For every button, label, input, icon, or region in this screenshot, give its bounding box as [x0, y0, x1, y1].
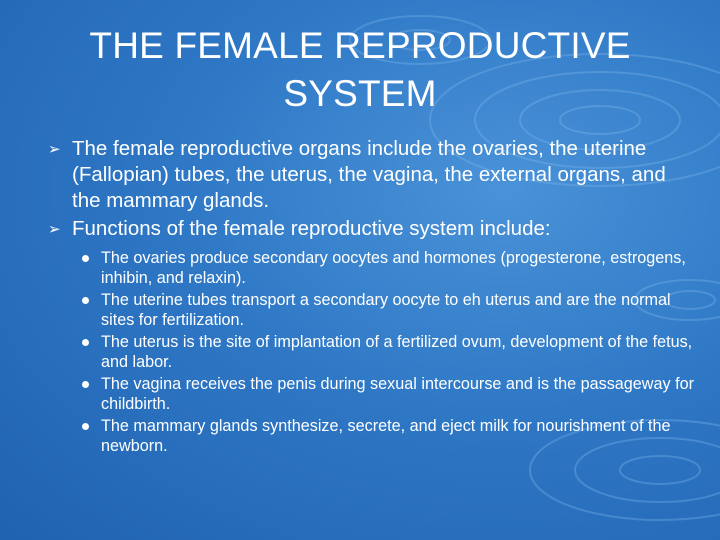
sub-bullet-list	[48, 248, 698, 456]
bullet-text: The female reproductive organs include the ovaries, the uterine (Fallopian) tubes, the uterus, the vagina, the external organs, and the mammary glands.	[72, 137, 666, 212]
bullet-list	[48, 136, 698, 458]
slide-title	[40, 22, 680, 118]
bullet-item	[48, 216, 698, 242]
sub-bullet-item	[48, 290, 698, 330]
dot-bullet-icon	[82, 423, 89, 430]
dot-bullet-icon	[82, 381, 89, 388]
sub-bullet-item	[48, 332, 698, 372]
sub-bullet-item	[48, 416, 698, 456]
dot-bullet-icon	[82, 339, 89, 346]
arrow-bullet-icon: ➢	[48, 221, 61, 238]
dot-bullet-icon	[82, 297, 89, 304]
title-line-1: THE FEMALE REPRODUCTIVE	[89, 25, 631, 66]
sub-bullet-text: The mammary glands synthesize, secrete, and eject milk for nourishment of the newborn.	[101, 417, 671, 455]
sub-bullet-item	[48, 374, 698, 414]
dot-bullet-icon	[82, 255, 89, 262]
sub-bullet-text: The uterine tubes transport a secondary oocyte to eh uterus and are the normal sites for fertilization.	[101, 291, 671, 329]
bullet-item	[48, 136, 698, 214]
sub-bullet-text: The uterus is the site of implantation of a fertilized ovum, development of the fetus, and labor.	[101, 333, 693, 371]
sub-bullet-text: The vagina receives the penis during sexual intercourse and is the passageway for childbirth.	[101, 375, 694, 413]
bullet-text: Functions of the female reproductive system include:	[72, 217, 551, 240]
sub-bullet-item	[48, 248, 698, 288]
title-line-2: SYSTEM	[283, 73, 437, 114]
arrow-bullet-icon: ➢	[48, 141, 61, 158]
sub-bullet-text: The ovaries produce secondary oocytes and hormones (progesterone, estrogens, inhibin, and relaxin).	[101, 249, 686, 287]
